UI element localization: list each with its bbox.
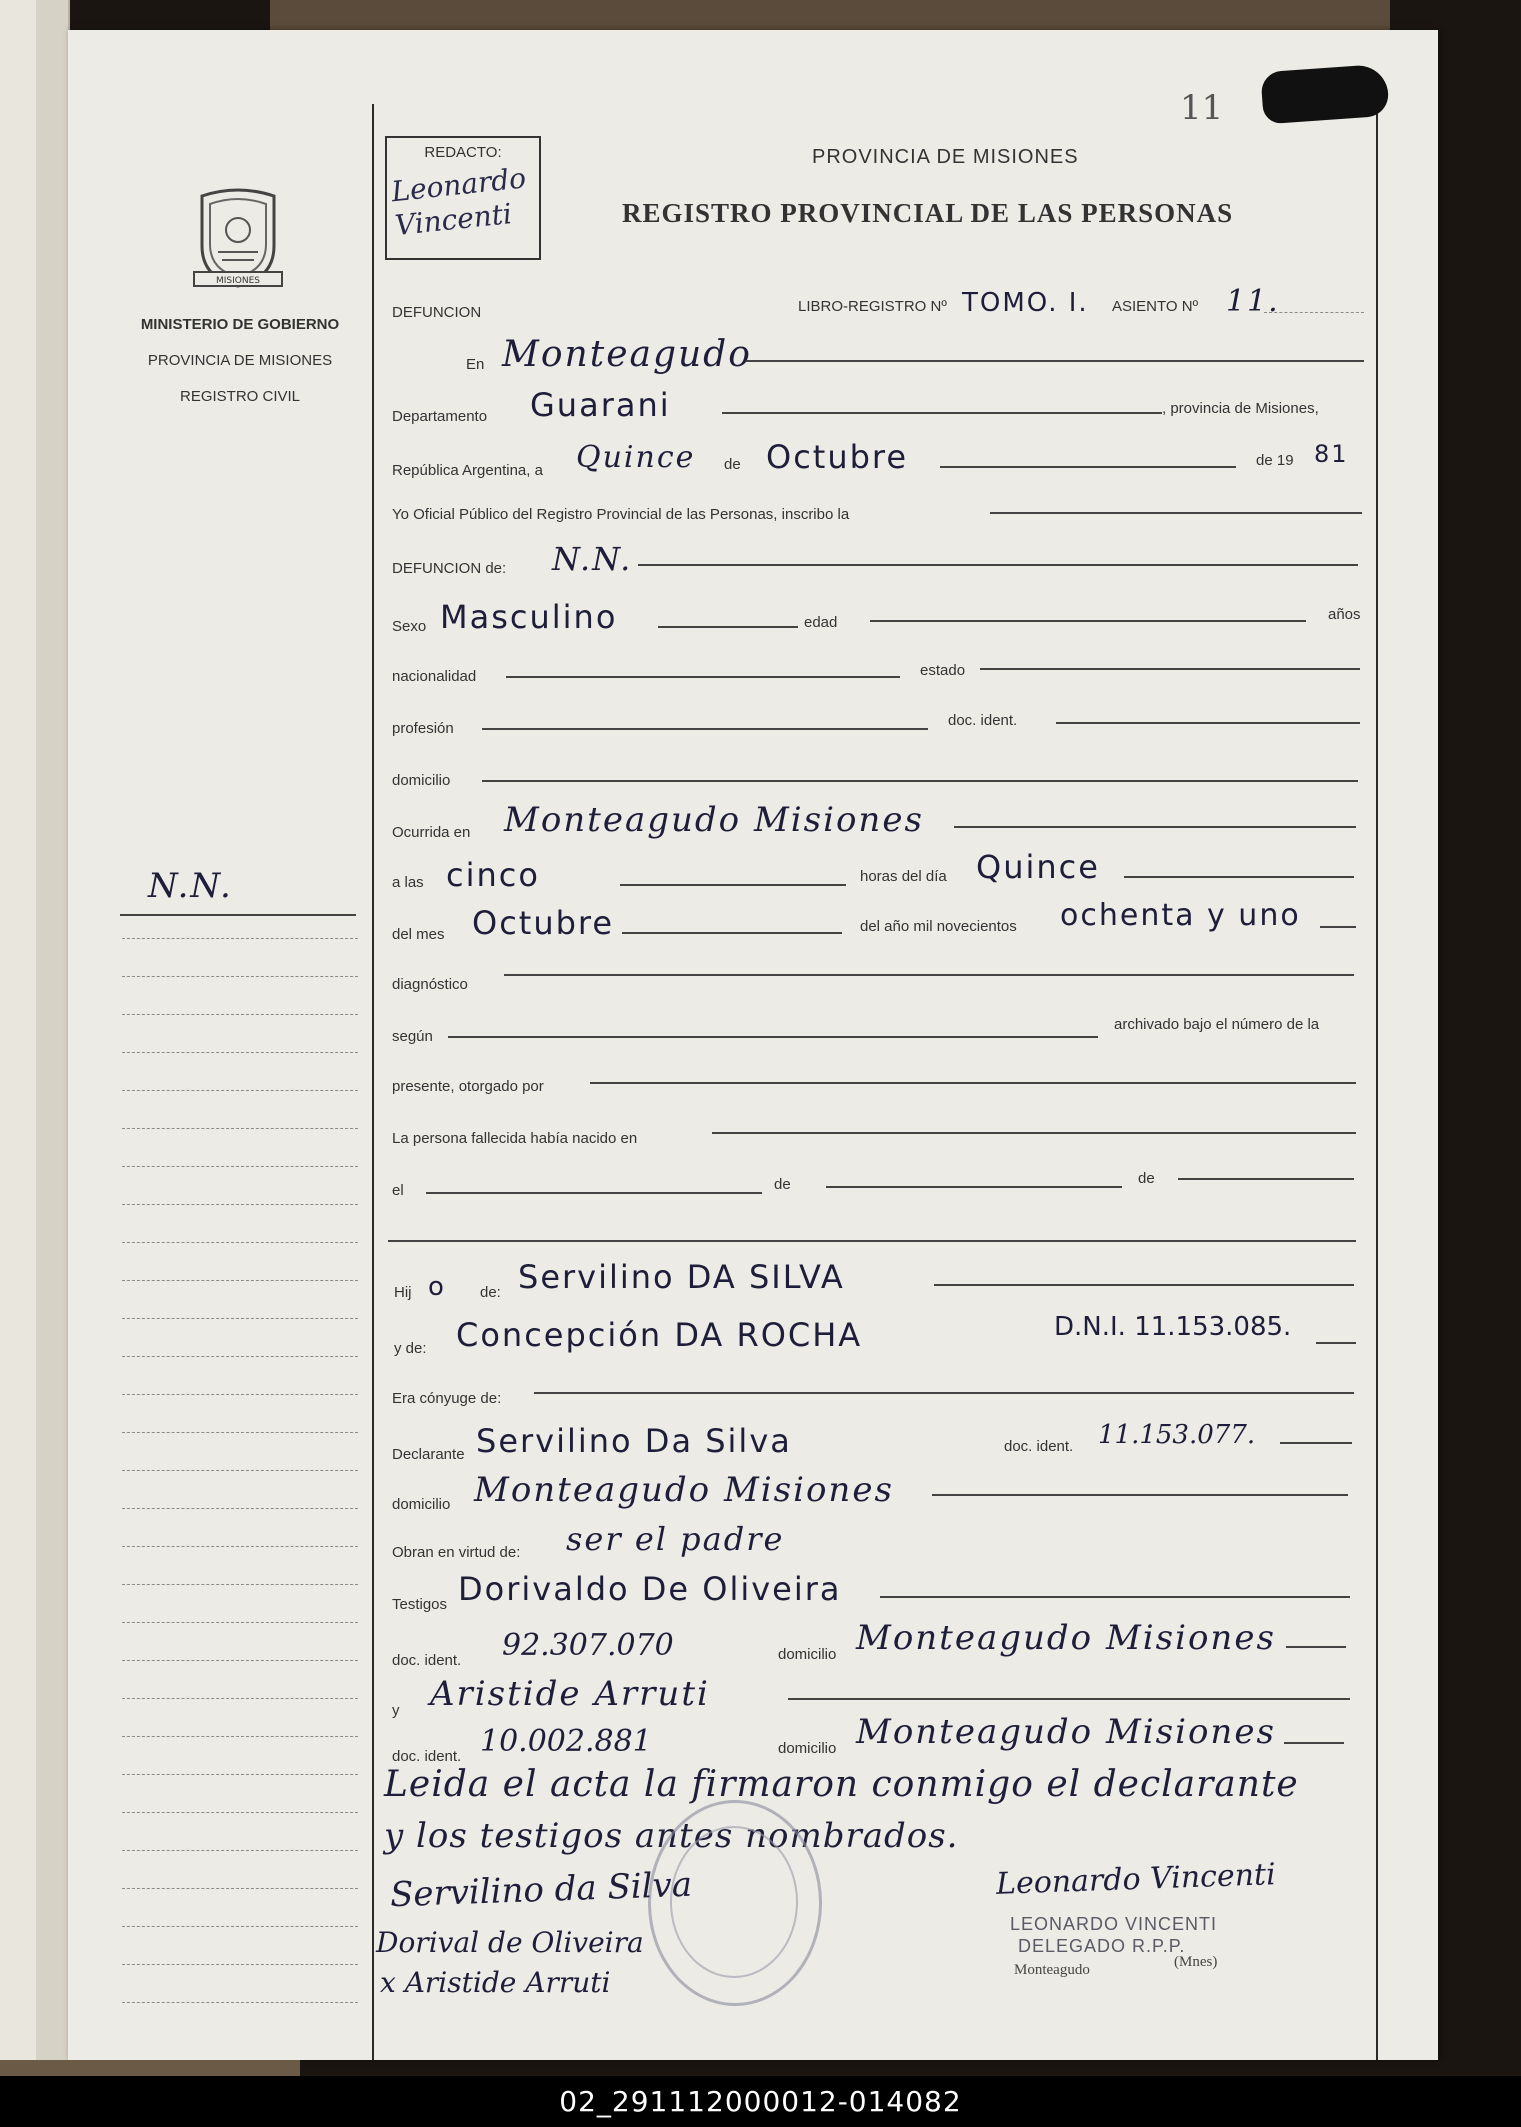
province-header: PROVINCIA DE MISIONES — [812, 146, 1079, 168]
conyuge-line — [534, 1392, 1354, 1394]
document-page — [68, 30, 1438, 2060]
segun-line — [448, 1036, 1098, 1038]
provincia-label: , provincia de Misiones, — [1162, 400, 1319, 417]
decl-domicilio-line — [932, 1494, 1348, 1496]
testigo1-value: Dorivaldo De Oliveira — [458, 1570, 842, 1608]
a-las-line — [620, 884, 846, 886]
del-ano-value: ochenta y uno — [1060, 898, 1301, 933]
horas-value: Quince — [976, 848, 1100, 886]
hijo-de-label: de: — [480, 1284, 501, 1301]
de1-line — [826, 1186, 1122, 1188]
de2-label: de — [1138, 1170, 1155, 1187]
type-label: DEFUNCION — [392, 304, 482, 321]
closing-line1: Leida el acta la firmaron conmigo el declarante — [384, 1764, 1299, 1805]
t1-doc-label: doc. ident. — [392, 1652, 462, 1669]
del-mes-value: Octubre — [472, 904, 615, 942]
obran-value: ser el padre — [566, 1520, 785, 1558]
y-de-value: Concepción DA ROCHA — [456, 1316, 863, 1354]
footer-id: 02_291112000012-014082 — [0, 2076, 1521, 2127]
en-value: Monteagudo — [502, 334, 752, 375]
ocurrida-line — [954, 826, 1356, 828]
horas-label: horas del día — [860, 868, 947, 885]
del-ano-label: del año mil novecientos — [860, 918, 1017, 935]
profesion-line — [482, 728, 928, 730]
sexo-line — [658, 626, 798, 628]
diagnostico-line — [504, 974, 1354, 976]
nacido-line — [712, 1132, 1356, 1134]
declarante-label: Declarante — [392, 1446, 465, 1463]
redacto-box — [385, 136, 541, 260]
edad-line — [870, 620, 1306, 622]
presente-label: presente, otorgado por — [392, 1078, 544, 1095]
column-divider — [372, 104, 374, 2060]
a-las-label: a las — [392, 874, 424, 891]
stamp-place: Monteagudo — [1014, 1962, 1090, 1978]
asiento-dots — [1264, 312, 1364, 313]
testigo1-line — [880, 1596, 1350, 1598]
hijo-o: o — [428, 1272, 446, 1302]
libro-value: TOMO. I. — [962, 288, 1089, 318]
nacionalidad-line — [506, 676, 900, 678]
nacionalidad-label: nacionalidad — [392, 668, 477, 685]
horas-line — [1124, 876, 1354, 878]
top-shadow — [270, 0, 1390, 32]
testigo2-value: Aristide Arruti — [430, 1674, 710, 1714]
t1-dom-line — [1286, 1646, 1346, 1648]
y-de-line — [1316, 1342, 1356, 1344]
declarante-doc-value: 11.153.077. — [1098, 1420, 1256, 1450]
year-label: de 19 — [1256, 452, 1294, 469]
defuncion-de-value: N.N. — [552, 540, 633, 578]
segun-label: según — [392, 1028, 433, 1045]
crest-label: MISIONES — [215, 276, 261, 286]
declarante-doc-label: doc. ident. — [1004, 1438, 1074, 1455]
section-separator — [388, 1240, 1356, 1242]
republica-label: República Argentina, a — [392, 462, 543, 479]
del-ano-line — [1320, 926, 1356, 928]
t2-dom-value: Monteagudo Misiones — [856, 1712, 1276, 1752]
estado-line — [980, 668, 1360, 670]
decl-domicilio-label: domicilio — [392, 1496, 451, 1513]
y-de-label: y de: — [394, 1340, 427, 1357]
ink-blot — [1260, 64, 1389, 125]
registry-header: REGISTRO PROVINCIAL DE LAS PERSONAS — [622, 198, 1234, 228]
estado-label: estado — [920, 662, 966, 679]
y-label: y — [392, 1702, 400, 1719]
domicilio-label: domicilio — [392, 772, 451, 789]
sexo-value: Masculino — [440, 598, 618, 636]
t2-doc-value: 10.002.881 — [480, 1724, 652, 1759]
de2-line — [1178, 1178, 1354, 1180]
del-mes-line — [622, 932, 842, 934]
registro-civil-subtitle: REGISTRO CIVIL — [179, 388, 301, 405]
fecha-line — [940, 466, 1236, 468]
obran-label: Obran en virtud de: — [392, 1544, 521, 1561]
declarante-doc-line — [1280, 1442, 1352, 1444]
t1-dom-value: Monteagudo Misiones — [856, 1618, 1276, 1658]
del-mes-label: del mes — [392, 926, 445, 943]
y-de-dni: D.N.I. 11.153.085. — [1054, 1312, 1292, 1342]
signature-oficial: Leonardo Vincenti — [995, 1857, 1277, 1902]
right-border — [1376, 104, 1378, 2060]
defuncion-de-line — [638, 564, 1358, 566]
ministerio-title: MINISTERIO DE GOBIERNO — [140, 316, 340, 333]
hijo-label-text: Hij — [394, 1284, 412, 1301]
month-value: Octubre — [766, 438, 909, 476]
libro-label: LIBRO-REGISTRO Nº — [798, 298, 947, 315]
nacido-label: La persona fallecida había nacido en — [392, 1130, 638, 1147]
el-label: el — [392, 1182, 404, 1199]
signature-declarante: Servilino da Silva — [389, 1864, 693, 1916]
doc-ident-label: doc. ident. — [948, 712, 1018, 729]
edad-label: edad — [804, 614, 838, 631]
departamento-line — [722, 412, 1162, 414]
redacto-signature: Leonardo Vincenti — [389, 161, 528, 243]
presente-line — [590, 1082, 1356, 1084]
asiento-value: 11. — [1226, 284, 1280, 319]
hijo-line — [934, 1284, 1354, 1286]
archivado-label: archivado bajo el número de la — [1114, 1016, 1320, 1033]
decl-domicilio-value: Monteagudo Misiones — [474, 1470, 894, 1510]
de-label: de — [724, 456, 741, 473]
redacto-label: REDACTO: — [424, 144, 502, 161]
stamp-name: LEONARDO VINCENTI — [1010, 1914, 1218, 1934]
page-number: 11 — [1180, 88, 1224, 128]
day-value: Quince — [576, 440, 696, 475]
t2-dom-label: domicilio — [778, 1740, 837, 1757]
de1-label: de — [774, 1176, 791, 1193]
conyuge-label: Era cónyuge de: — [392, 1390, 502, 1407]
year-value: 81 — [1314, 440, 1349, 468]
asiento-label: ASIENTO Nº — [1112, 298, 1199, 315]
departamento-label: Departamento — [392, 408, 488, 425]
ocurrida-label: Ocurrida en — [392, 824, 471, 841]
oficial-line — [990, 512, 1362, 514]
testigo2-line — [788, 1698, 1350, 1700]
a-las-value: cinco — [446, 856, 540, 894]
profesion-label: profesión — [392, 720, 454, 737]
provincia-subtitle: PROVINCIA DE MISIONES — [147, 352, 333, 369]
t2-doc-label: doc. ident. — [392, 1748, 462, 1765]
province-crest-icon — [190, 186, 286, 290]
closing-line2: y los testigos antes nombrados. — [384, 1816, 959, 1856]
hijo-label — [394, 1284, 412, 1301]
ocurrida-value: Monteagudo Misiones — [504, 800, 924, 840]
declarante-value: Servilino Da Silva — [476, 1422, 792, 1460]
domicilio-line — [482, 780, 1358, 782]
book-cover-edge — [0, 2060, 300, 2076]
en-label: En — [466, 356, 485, 373]
diagnostico-label: diagnóstico — [392, 976, 468, 993]
anos-label: años — [1328, 606, 1361, 623]
departamento-value: Guarani — [530, 386, 671, 424]
signature-testigo1: Dorival de Oliveira — [376, 1926, 644, 1959]
margin-note-line — [120, 914, 356, 916]
t1-dom-label: domicilio — [778, 1646, 837, 1663]
el-line — [426, 1192, 762, 1194]
stamp-province: (Mnes) — [1174, 1954, 1218, 1970]
hijo-value: Servilino DA SILVA — [518, 1258, 845, 1296]
defuncion-de-label: DEFUNCION de: — [392, 560, 507, 577]
stamp-title: DELEGADO R.P.P. — [1018, 1936, 1186, 1956]
testigos-label: Testigos — [392, 1596, 448, 1613]
en-line — [746, 360, 1364, 362]
book-binding — [36, 0, 70, 2060]
doc-ident-line — [1056, 722, 1360, 724]
t1-doc-value: 92.307.070 — [502, 1628, 674, 1663]
signature-testigo2: x Aristide Arruti — [380, 1966, 611, 1999]
sexo-label: Sexo — [392, 618, 427, 635]
oficial-text: Yo Oficial Público del Registro Provincial de las Personas, inscribo la — [392, 506, 850, 523]
margin-note: N.N. — [148, 866, 233, 906]
t2-dom-line — [1284, 1742, 1344, 1744]
